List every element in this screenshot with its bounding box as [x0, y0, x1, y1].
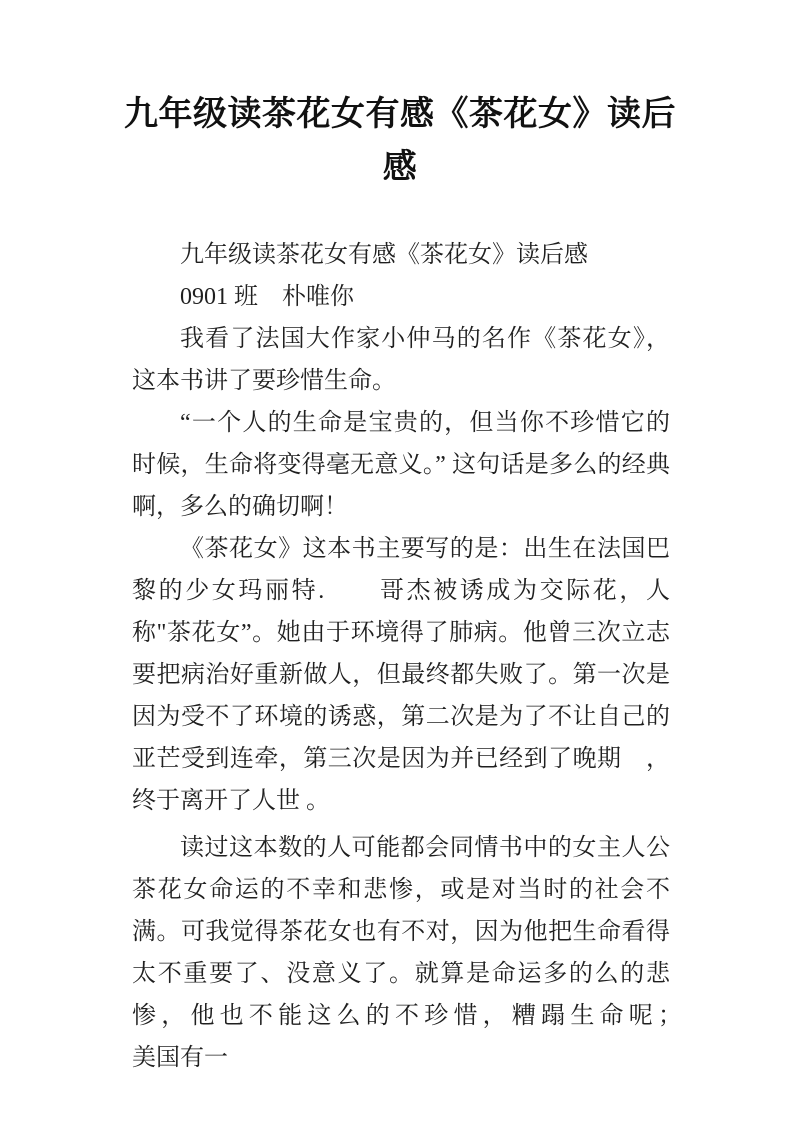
- paragraph-quote: “一个人的生命是宝贵的，但当你不珍惜它的时候，生命将变得毫无意义。” 这句话是多么的经典啊，多么的确切啊！: [132, 410, 670, 520]
- document-title: 九年级读茶花女有感《茶花女》读后感: [124, 95, 676, 186]
- essay-title-line: 九年级读茶花女有感《茶花女》读后感: [180, 242, 588, 268]
- paragraph-intro: 我看了法国大作家小仲马的名作《茶花女》，这本书讲了要珍惜生命。: [132, 326, 670, 394]
- paragraph-summary: 《茶花女》这本书主要写的是：出生在法国巴黎的少女玛丽特. 哥杰被诱成为交际花，人称"茶花女”。她由于环境得了肺病。他曾三次立志要把病治好重新做人，但最终都失败了。第一次是因为受不了环境的诱惑，第二次是为了不让自己的亚芒受到连牵，第三次是因为并已经到了晚期 ，终于离开了人世 。: [132, 536, 670, 814]
- document-body: [132, 234, 742, 1079]
- author-line: 0901 班 朴唯你: [180, 284, 354, 310]
- paragraph-opinion: 读过这本数的人可能都会同情书中的女主人公茶花女命运的不幸和悲惨，或是对当时的社会不满。可我觉得茶花女也有不对，因为他把生命看得太不重要了、没意义了。就算是命运多的么的悲惨，他也不能这么的不珍惜，糟蹋生命呢； 美国有一: [132, 835, 742, 1071]
